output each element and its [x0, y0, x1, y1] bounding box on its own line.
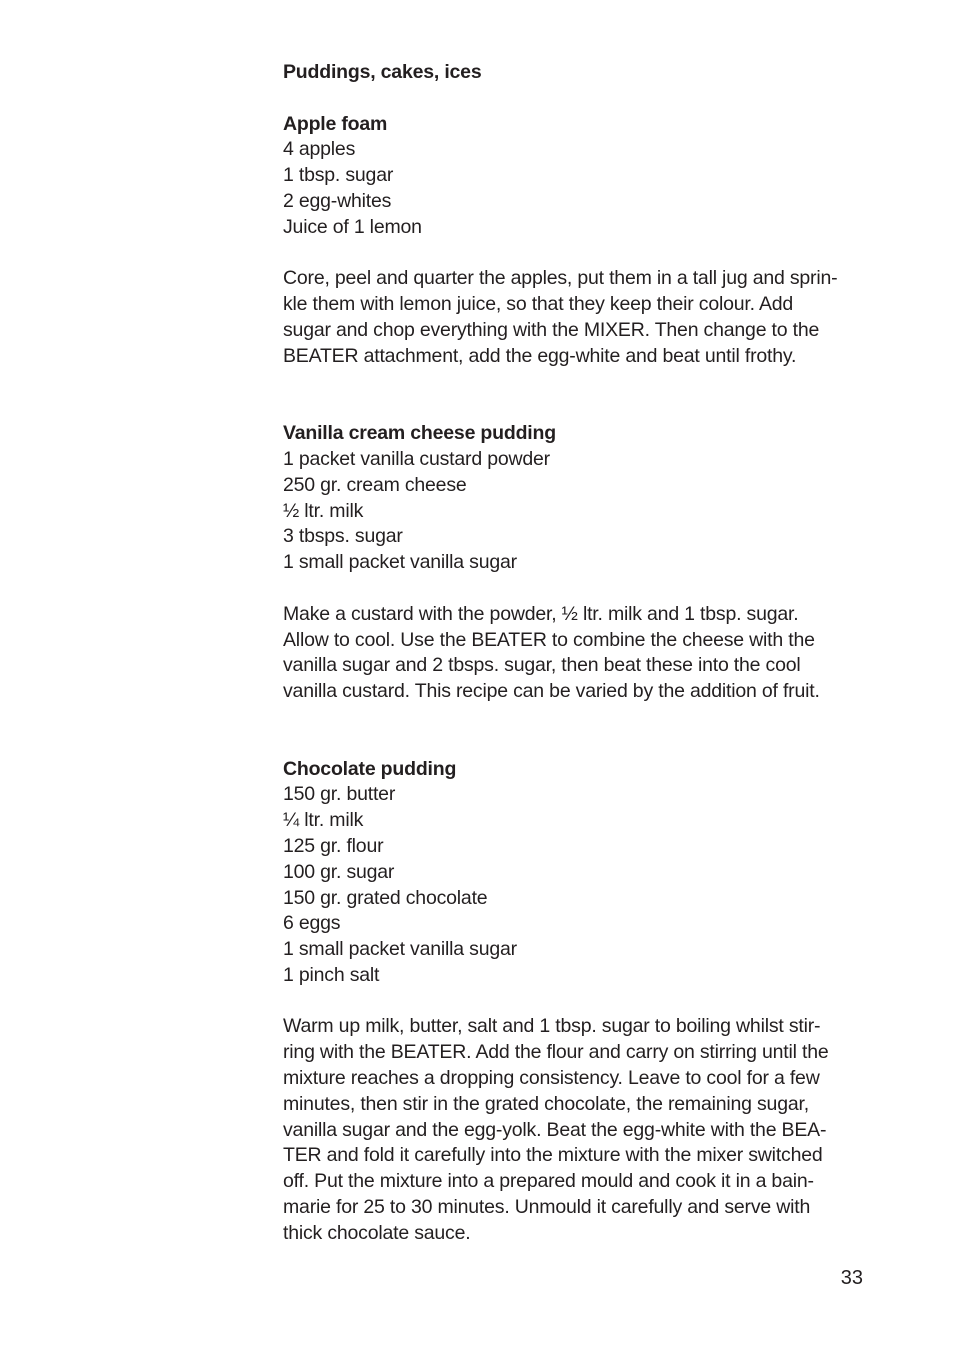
ingredient-item: 1 tbsp. sugar	[283, 164, 394, 187]
method-line: kle them with lemon juice, so that they keep their colour. Add	[283, 293, 794, 316]
ingredient-item: 250 gr. cream cheese	[283, 473, 467, 496]
method-line: vanilla custard. This recipe can be varied by the addition of fruit.	[283, 680, 820, 703]
spacer	[283, 86, 873, 112]
ingredient-item: 1 packet vanilla custard powder	[283, 447, 550, 470]
ingredient-list	[283, 782, 873, 988]
ingredient-item: 150 gr. butter	[283, 783, 396, 806]
method-line: ring with the BEATER. Add the flour and carry on stirring until the	[283, 1041, 829, 1064]
recipe-vanilla-cream-cheese-pudding	[283, 421, 873, 705]
method-line: Make a custard with the powder, ½ ltr. milk and 1 tbsp. sugar.	[283, 602, 799, 625]
method-line: TER and fold it carefully into the mixture with the mixer switched	[283, 1144, 823, 1167]
recipe-apple-foam	[283, 112, 873, 370]
method-line: BEATER attachment, add the egg-white and beat until frothy.	[283, 344, 797, 367]
method-text	[283, 266, 873, 369]
page-content	[283, 60, 873, 1247]
spacer	[283, 705, 873, 757]
ingredient-item: 4 apples	[283, 138, 356, 161]
ingredient-item: 150 gr. grated chocolate	[283, 886, 488, 909]
method-line: Core, peel and quarter the apples, put them in a tall jug and sprin-	[283, 267, 838, 290]
method-line: thick chocolate sauce.	[283, 1221, 471, 1244]
method-line: mixture reaches a dropping consistency. Leave to cool for a few	[283, 1067, 820, 1090]
ingredient-item: 2 egg-whites	[283, 189, 392, 212]
ingredient-item: 6 eggs	[283, 912, 341, 935]
ingredient-list	[283, 137, 873, 240]
recipe-title: Apple foam	[283, 112, 388, 135]
ingredient-item: ¼ ltr. milk	[283, 809, 364, 832]
ingredient-item: 1 pinch salt	[283, 963, 380, 986]
method-line: Allow to cool. Use the BEATER to combine the cheese with the	[283, 628, 815, 651]
method-line: marie for 25 to 30 minutes. Unmould it carefully and serve with	[283, 1196, 811, 1219]
spacer	[283, 576, 873, 602]
ingredient-item: 3 tbsps. sugar	[283, 525, 403, 548]
recipe-title: Chocolate pudding	[283, 757, 457, 780]
ingredient-item: ½ ltr. milk	[283, 499, 364, 522]
method-line: vanilla sugar and the egg-yolk. Beat the egg-white with the BEA-	[283, 1118, 827, 1141]
method-line: sugar and chop everything with the MIXER. Then change to the	[283, 318, 820, 341]
ingredient-item: 1 small packet vanilla sugar	[283, 551, 517, 574]
page-number: 33	[840, 1267, 863, 1289]
ingredient-list	[283, 447, 873, 576]
method-line: Warm up milk, butter, salt and 1 tbsp. sugar to boiling whilst stir-	[283, 1015, 821, 1038]
ingredient-item: 1 small packet vanilla sugar	[283, 938, 517, 961]
section-title: Puddings, cakes, ices	[283, 61, 482, 83]
method-line: vanilla sugar and 2 tbsps. sugar, then beat these into the cool	[283, 654, 801, 677]
method-line: off. Put the mixture into a prepared mould and cook it in a bain-	[283, 1170, 814, 1193]
method-line: minutes, then stir in the grated chocolate, the remaining sugar,	[283, 1092, 809, 1115]
method-text	[283, 602, 873, 705]
ingredient-item: Juice of 1 lemon	[283, 215, 422, 238]
recipe-chocolate-pudding	[283, 757, 873, 1247]
spacer	[283, 370, 873, 422]
ingredient-item: 100 gr. sugar	[283, 860, 395, 883]
spacer	[283, 241, 873, 267]
method-text	[283, 1014, 873, 1246]
ingredient-item: 125 gr. flour	[283, 834, 384, 857]
spacer	[283, 989, 873, 1015]
recipe-title: Vanilla cream cheese pudding	[283, 422, 556, 445]
